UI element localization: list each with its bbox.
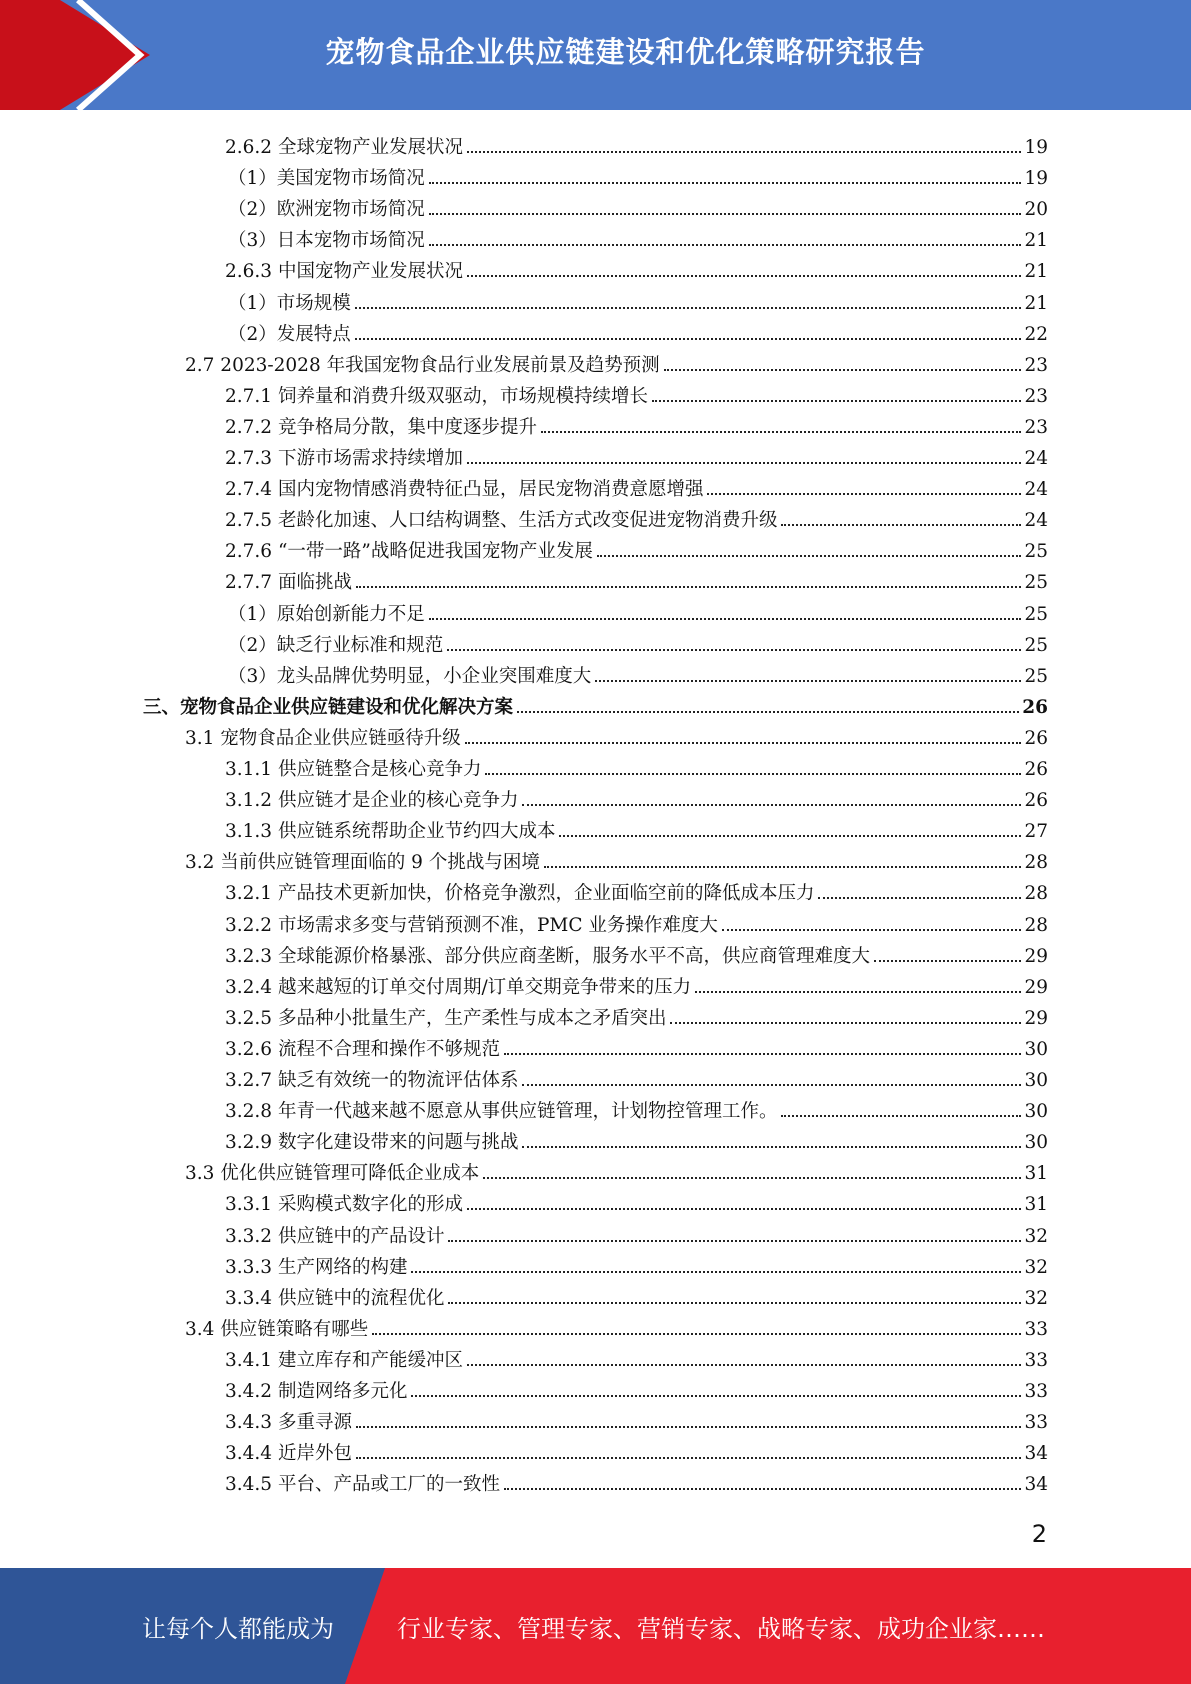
toc-entry[interactable] (185, 719, 1048, 750)
toc-entry[interactable] (225, 377, 1048, 408)
toc-entry-title: 3.4.2 制造网络多元化 (225, 1381, 408, 1402)
page-footer (0, 1568, 1191, 1684)
toc-leader-dots (447, 649, 1021, 651)
toc-entry[interactable] (185, 1310, 1048, 1341)
toc-entry-title: 2.6.2 全球宠物产业发展状况 (225, 137, 463, 158)
toc-leader-dots (467, 462, 1021, 464)
toc-leader-dots (781, 1115, 1021, 1117)
toc-entry[interactable] (225, 439, 1048, 470)
toc-entry-page: 23 (1024, 385, 1048, 407)
toc-entry-page: 20 (1024, 199, 1048, 221)
toc-leader-dots (522, 1084, 1021, 1086)
toc-entry-page: 25 (1024, 634, 1048, 656)
toc-leader-dots (411, 1271, 1021, 1273)
toc-leader-dots (467, 275, 1021, 277)
toc-entry-page: 23 (1024, 354, 1048, 376)
toc-entry-title: 3.2.8 年青一代越来越不愿意从事供应链管理，计划物控管理工作。 (225, 1101, 778, 1123)
toc-entry[interactable] (225, 1217, 1048, 1248)
toc-leader-dots (517, 711, 1019, 713)
page-number: 2 (1031, 1520, 1047, 1548)
toc-entry-title: 3.4 供应链策略有哪些 (185, 1318, 369, 1340)
toc-leader-dots (664, 369, 1022, 371)
toc-entry-page: 30 (1024, 1101, 1048, 1123)
toc-entry[interactable] (225, 812, 1048, 843)
toc-entry-title: 3.3.1 采购模式数字化的形成 (225, 1194, 463, 1216)
toc-entry-page: 34 (1024, 1443, 1048, 1465)
toc-entry-title: 3.2 当前供应链管理面临的 9 个挑战与困境 (185, 852, 540, 874)
toc-entry[interactable] (185, 346, 1048, 377)
toc-entry-page: 27 (1024, 821, 1048, 843)
footer-slogan-right: 行业专家、管理专家、营销专家、战略专家、成功企业家…… (397, 1614, 1045, 1643)
toc-entry-title: 2.7.7 面临挑战 (225, 572, 352, 594)
toc-entry-page: 25 (1024, 665, 1048, 687)
toc-entry-page: 32 (1024, 1256, 1048, 1278)
toc-entry-page: 19 (1024, 168, 1048, 190)
toc-entry[interactable] (225, 781, 1048, 812)
toc-entry-title: 2.7.6 “一带一路”战略促进我国宠物产业发展 (225, 541, 593, 563)
toc-entry[interactable] (225, 563, 1048, 594)
toc-entry[interactable] (225, 1061, 1048, 1092)
toc-entry-page: 29 (1024, 945, 1048, 967)
toc-leader-dots (722, 929, 1022, 931)
toc-entry-page: 25 (1024, 572, 1048, 594)
toc-leader-dots (465, 742, 1022, 744)
toc-entry-title: 3.2.5 多品种小批量生产，生产柔性与成本之矛盾突出 (225, 1007, 667, 1029)
toc-entry[interactable] (228, 190, 1048, 221)
toc-entry-page: 33 (1024, 1318, 1048, 1340)
toc-leader-dots (467, 1364, 1021, 1366)
footer-slogan-left: 让每个人都能成为 (142, 1614, 334, 1643)
toc-leader-dots (356, 1457, 1022, 1459)
toc-entry-page: 24 (1024, 510, 1048, 532)
toc-entry-page: 26 (1024, 790, 1048, 812)
toc-leader-dots (544, 866, 1022, 868)
toc-entry-page: 24 (1024, 448, 1048, 469)
toc-entry-page: 28 (1024, 914, 1048, 936)
toc-leader-dots (467, 151, 1021, 153)
toc-entry[interactable] (228, 221, 1048, 252)
page-header (0, 0, 1191, 110)
toc-leader-dots (597, 555, 1022, 557)
toc-entry-page: 34 (1024, 1474, 1048, 1496)
toc-entry-title: 2.7.1 饲养量和消费升级双驱动，市场规模持续增长 (225, 385, 648, 407)
toc-entry-page: 19 (1024, 137, 1048, 158)
toc-entry[interactable] (228, 284, 1048, 315)
toc-entry-title: （2）缺乏行业标准和规范 (228, 634, 444, 656)
toc-entry-page: 29 (1024, 1007, 1048, 1029)
toc-leader-dots (652, 400, 1021, 402)
toc-entry-title: 3.3.3 生产网络的构建 (225, 1256, 408, 1278)
toc-entry-title: （1）美国宠物市场简况 (228, 168, 425, 190)
toc-entry-title: 3.1 宠物食品企业供应链亟待升级 (185, 727, 461, 749)
toc-entry-page: 26 (1024, 727, 1048, 749)
toc-entry[interactable] (225, 128, 1048, 159)
toc-entry[interactable] (228, 657, 1048, 688)
toc-entry-page: 23 (1024, 416, 1048, 438)
toc-entry-page: 32 (1024, 1225, 1048, 1247)
toc-entry-page: 33 (1024, 1381, 1048, 1402)
toc-entry[interactable] (185, 1154, 1048, 1185)
toc-entry[interactable] (225, 1434, 1048, 1465)
toc-entry-title: （3）龙头品牌优势明显，小企业突围难度大 (228, 665, 592, 687)
toc-entry[interactable] (225, 750, 1048, 781)
toc-entry-page: 24 (1024, 479, 1048, 501)
toc-leader-dots (448, 1302, 1021, 1304)
toc-leader-dots (429, 618, 1022, 620)
toc-entry[interactable] (225, 999, 1048, 1030)
toc-leader-dots (356, 586, 1022, 588)
toc-entry[interactable] (225, 1030, 1048, 1061)
toc-entry-page: 25 (1024, 541, 1048, 563)
toc-leader-dots (355, 338, 1022, 340)
toc-entry[interactable] (225, 968, 1048, 999)
toc-entry[interactable] (225, 1341, 1048, 1372)
toc-entry-page: 26 (1024, 759, 1048, 780)
toc-entry-page: 28 (1024, 852, 1048, 874)
toc-entry[interactable] (228, 595, 1048, 626)
toc-entry-title: （3）日本宠物市场简况 (228, 230, 425, 252)
toc-leader-dots (559, 835, 1021, 837)
toc-leader-dots (356, 1426, 1022, 1428)
toc-entry-page: 21 (1024, 292, 1048, 314)
toc-entry-page: 32 (1024, 1287, 1048, 1309)
toc-leader-dots (467, 1208, 1021, 1210)
toc-entry-title: 3.1.2 供应链才是企业的核心竞争力 (225, 790, 519, 812)
toc-entry-title: 3.2.1 产品技术更新加快，价格竞争激烈，企业面临空前的降低成本压力 (225, 883, 815, 905)
toc-entry-title: 3.2.4 越来越短的订单交付周期/订单交期竞争带来的压力 (225, 976, 692, 998)
toc-entry-page: 26 (1022, 696, 1048, 718)
toc-entry-title: 3.2.6 流程不合理和操作不够规范 (225, 1038, 500, 1060)
toc-entry-title: 3.2.7 缺乏有效统一的物流评估体系 (225, 1070, 519, 1091)
toc-entry-title: 3.2.9 数字化建设带来的问题与挑战 (225, 1132, 519, 1154)
toc-leader-dots (429, 244, 1022, 246)
toc-entry-title: （2）欧洲宠物市场简况 (228, 199, 425, 221)
toc-leader-dots (429, 213, 1022, 215)
toc-entry[interactable] (143, 688, 1048, 719)
toc-entry-title: 3.3 优化供应链管理可降低企业成本 (185, 1163, 480, 1185)
toc-entry[interactable] (228, 315, 1048, 346)
toc-entry-title: 3.3.2 供应链中的产品设计 (225, 1225, 445, 1247)
toc-leader-dots (595, 680, 1021, 682)
toc-leader-dots (504, 1488, 1021, 1490)
toc-entry[interactable] (225, 252, 1048, 283)
toc-entry-page: 25 (1024, 603, 1048, 625)
toc-leader-dots (874, 960, 1021, 962)
toc-leader-dots (541, 431, 1021, 433)
toc-leader-dots (411, 1395, 1021, 1397)
toc-entry-page: 22 (1024, 323, 1048, 345)
toc-entry-title: 2.7 2023-2028 年我国宠物食品行业发展前景及趋势预测 (185, 354, 660, 376)
toc-leader-dots (355, 307, 1022, 309)
toc-leader-dots (504, 1053, 1021, 1055)
toc-leader-dots (670, 1022, 1021, 1024)
toc-entry-title: 3.4.3 多重寻源 (225, 1412, 352, 1434)
toc-leader-dots (522, 804, 1021, 806)
toc-entry-title: 2.7.2 竞争格局分散，集中度逐步提升 (225, 416, 537, 438)
toc-entry-page: 28 (1024, 883, 1048, 905)
toc-entry[interactable] (225, 501, 1048, 532)
toc-entry-page: 33 (1024, 1412, 1048, 1434)
toc-entry-title: 3.4.1 建立库存和产能缓冲区 (225, 1349, 463, 1371)
document-title: 宠物食品企业供应链建设和优化策略研究报告 (325, 34, 926, 69)
toc-entry[interactable] (225, 1185, 1048, 1216)
toc-entry-page: 21 (1024, 230, 1048, 252)
toc-entry-title: 2.6.3 中国宠物产业发展状况 (225, 261, 463, 283)
toc-entry-page: 30 (1024, 1070, 1048, 1091)
toc-entry-page: 31 (1024, 1163, 1048, 1185)
toc-leader-dots (448, 1240, 1021, 1242)
toc-entry[interactable] (225, 1248, 1048, 1279)
toc-entry-title: 3.4.5 平台、产品或工厂的一致性 (225, 1474, 500, 1496)
toc-leader-dots (707, 493, 1021, 495)
toc-leader-dots (695, 991, 1021, 993)
toc-entry-title: 3.2.3 全球能源价格暴涨、部分供应商垄断，服务水平不高，供应商管理难度大 (225, 945, 870, 967)
toc-entry-title: 2.7.3 下游市场需求持续增加 (225, 448, 463, 469)
toc-entry-page: 33 (1024, 1349, 1048, 1371)
toc-leader-dots (485, 773, 1021, 775)
toc-entry[interactable] (228, 159, 1048, 190)
toc-entry[interactable] (225, 937, 1048, 968)
toc-entry[interactable] (225, 1403, 1048, 1434)
toc-entry-page: 29 (1024, 976, 1048, 998)
toc-leader-dots (483, 1177, 1021, 1179)
toc-entry-title: （1）市场规模 (228, 292, 351, 314)
toc-entry[interactable] (225, 532, 1048, 563)
toc-entry[interactable] (225, 1092, 1048, 1123)
toc-entry-title: （2）发展特点 (228, 323, 351, 345)
toc-leader-dots (818, 897, 1021, 899)
toc-leader-dots (522, 1146, 1021, 1148)
toc-entry[interactable] (228, 626, 1048, 657)
toc-entry[interactable] (225, 408, 1048, 439)
toc-entry[interactable] (225, 874, 1048, 905)
toc-entry-title: 3.4.4 近岸外包 (225, 1443, 352, 1465)
toc-entry[interactable] (225, 906, 1048, 937)
toc-entry[interactable] (185, 843, 1048, 874)
toc-leader-dots (781, 524, 1021, 526)
toc-entry-page: 30 (1024, 1038, 1048, 1060)
toc-entry-title: 3.3.4 供应链中的流程优化 (225, 1287, 445, 1309)
toc-entry-title: 三、宠物食品企业供应链建设和优化解决方案 (143, 696, 514, 718)
toc-entry[interactable] (225, 1465, 1048, 1496)
toc-entry-title: （1）原始创新能力不足 (228, 603, 425, 625)
toc-entry[interactable] (225, 1123, 1048, 1154)
toc-entry-title: 3.1.1 供应链整合是核心竞争力 (225, 759, 482, 780)
toc-entry-title: 2.7.5 老龄化加速、人口结构调整、生活方式改变促进宠物消费升级 (225, 510, 778, 532)
toc-entry-page: 21 (1024, 261, 1048, 283)
toc-entry[interactable] (225, 1279, 1048, 1310)
toc-entry[interactable] (225, 1372, 1048, 1403)
toc-leader-dots (372, 1333, 1021, 1335)
toc-entry-title: 2.7.4 国内宠物情感消费特征凸显，居民宠物消费意愿增强 (225, 479, 704, 501)
toc-entry-page: 31 (1024, 1194, 1048, 1216)
toc-leader-dots (429, 182, 1022, 184)
toc-entry-title: 3.1.3 供应链系统帮助企业节约四大成本 (225, 821, 556, 843)
toc-entry-page: 30 (1024, 1132, 1048, 1154)
toc-entry-title: 3.2.2 市场需求多变与营销预测不准，PMC 业务操作难度大 (225, 914, 718, 936)
toc-entry[interactable] (225, 470, 1048, 501)
